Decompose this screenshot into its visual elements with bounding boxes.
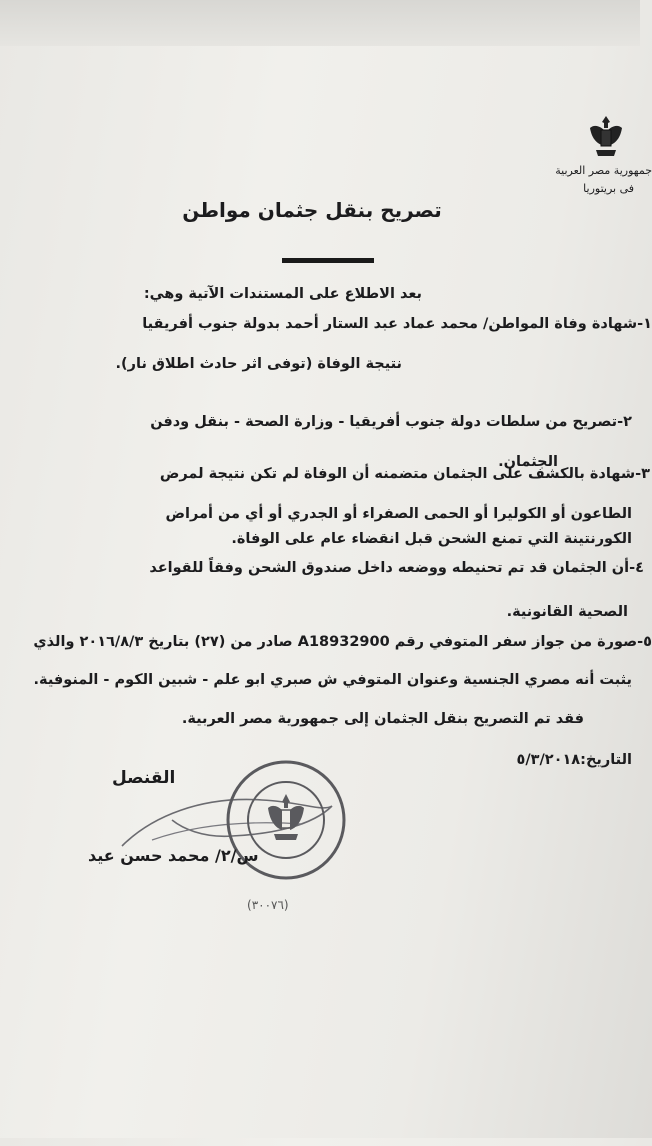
signer-name: س/٢/ محمد حسن عيد: [88, 846, 259, 865]
item-4-line-1: ٤-أن الجثمان قد تم تحنيطه ووضعه داخل صندوق الشحن وفقاً للقواعد: [149, 560, 644, 576]
item-3-line-2: الطاعون أو الكوليرا أو الحمى الصفراء أو الجدري أو أي من أمراض: [165, 506, 632, 522]
document-title: تصريح بنقل جثمان مواطن: [182, 198, 442, 222]
header-city: فى بريتوريا: [583, 182, 634, 195]
item-1-line-2: نتيجة الوفاة (توفى اثر حادث اطلاق نار).: [115, 356, 402, 372]
item-5-line-1: ٥-صورة من جواز سفر المتوفي رقم A18932900 صادر من (٢٧) بتاريخ ٢٠١٦/٨/٣ والذي: [33, 634, 652, 650]
top-shadow-band: [0, 0, 640, 46]
date-line: التاريخ:٥/٣/٢٠١٨: [516, 752, 632, 768]
item-1-line-1: ١-شهادة وفاة المواطن/ محمد عماد عبد الستار أحمد بدولة جنوب أفريقيا: [142, 316, 652, 332]
header-country: جمهورية مصر العربية: [555, 164, 652, 177]
item-4-line-2: الصحية القانونية.: [506, 604, 628, 620]
item-3-line-1: ٣-شهادة بالكشف على الجثمان متضمنه أن الوفاة لم تكن نتيجة لمرض: [159, 466, 650, 482]
title-rule: [282, 258, 374, 263]
stamp-reference: (٣٠٠٧٦): [247, 898, 289, 912]
item-3-line-3: الكورنتينة التي تمنع الشحن قبل انقضاء عام على الوفاة.: [231, 531, 632, 547]
item-2-line-1: ٢-تصريح من سلطات دولة جنوب أفريقيا - وزارة الصحة - بنقل ودفن: [150, 414, 632, 430]
eagle-emblem-icon: [584, 110, 628, 164]
item-5-line-2: يثبت أنه مصري الجنسية وعنوان المتوفي ش صبري ابو علم - شبين الكوم - المنوفية.: [33, 672, 632, 688]
signature-title: القنصل: [112, 768, 176, 788]
item-2-line-2: الجثمان.: [498, 454, 558, 470]
intro-line: بعد الاطلاع على المستندات الآتية وهي:: [143, 286, 422, 302]
conclusion-line: فقد تم التصريح بنقل الجثمان إلى جمهورية مصر العربية.: [181, 711, 584, 727]
document-page: [0, 46, 652, 1146]
